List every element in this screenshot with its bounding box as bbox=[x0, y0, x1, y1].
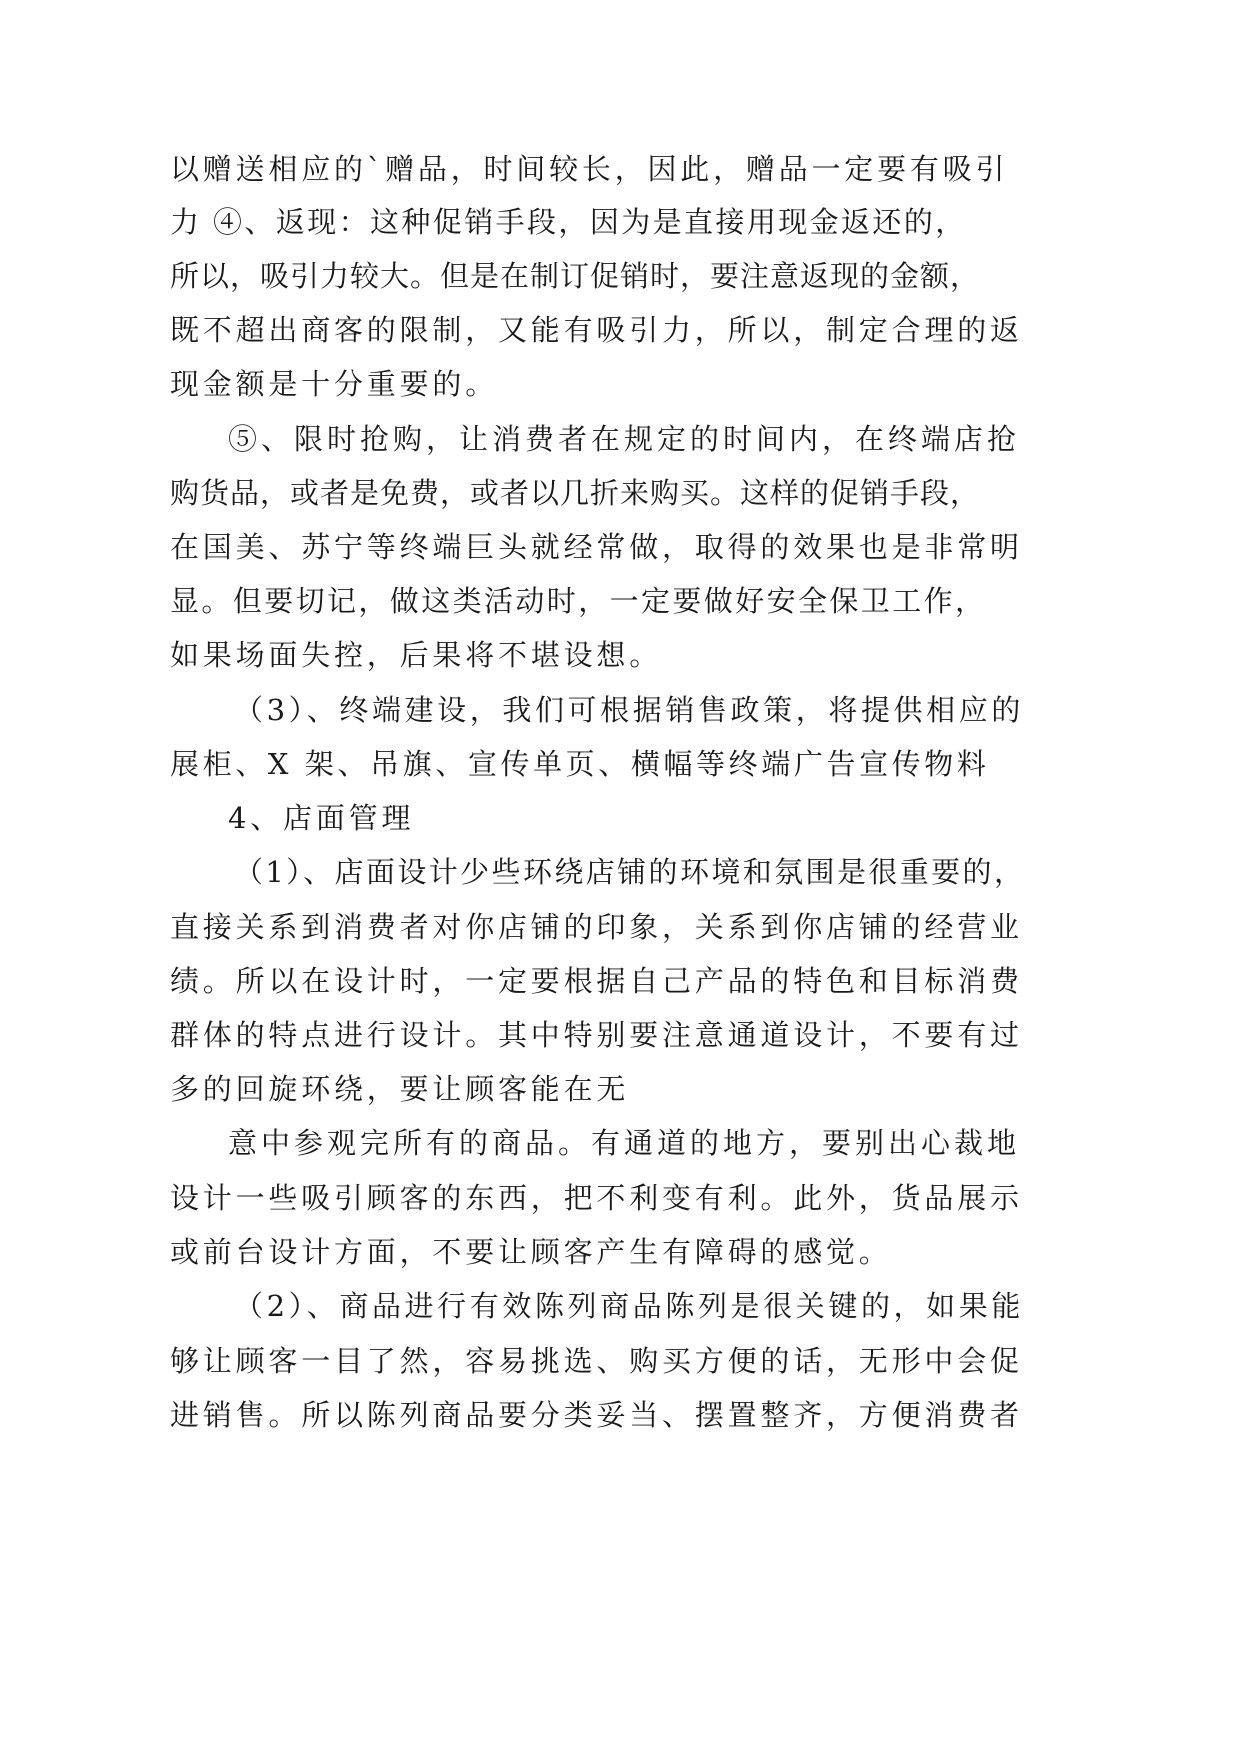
text-line-21: 或前台设计方面，不要让顾客产生有障碍的感觉。 bbox=[170, 1235, 892, 1269]
text-line-6: ⑤、限时抢购，让消费者在规定的时间内，在终端店抢 bbox=[228, 422, 1021, 456]
text-line-20: 设计一些吸引顾客的东西，把不利变有利。此外，货品展示 bbox=[170, 1181, 1023, 1215]
text-line-18: 多的回旋环绕，要让顾客能在无 bbox=[170, 1072, 630, 1106]
text-line-23: 够让顾客一目了然，容易挑选、购买方便的话，无形中会促 bbox=[170, 1344, 1023, 1378]
text-line-12: 展柜、X 架、吊旗、宣传单页、横幅等终端广告宣传物料 bbox=[170, 747, 990, 781]
text-line-5: 现金额是十分重要的。 bbox=[170, 367, 499, 401]
text-line-15: 直接关系到消费者对你店铺的印象，关系到你店铺的经营业 bbox=[170, 910, 1023, 944]
text-line-10: 如果场面失控，后果将不堪设想。 bbox=[170, 638, 663, 672]
text-line-11: （3）、终端建设，我们可根据销售政策，将提供相应的 bbox=[234, 693, 1024, 727]
text-line-7: 购货品，或者是免费，或者以几折来购买。这样的促销手段， bbox=[170, 476, 981, 510]
text-line-3: 所以，吸引力较大。但是在制订促销时，要注意返现的金额， bbox=[170, 259, 981, 293]
text-line-1: 以赠送相应的`赠品，时间较长，因此，赠品一定要有吸引 bbox=[170, 152, 1009, 186]
text-line-8: 在国美、苏宁等终端巨头就经常做，取得的效果也是非常明 bbox=[170, 530, 1023, 564]
text-line-16: 绩。所以在设计时，一定要根据自己产品的特色和目标消费 bbox=[170, 964, 1023, 998]
text-line-4: 既不超出商客的限制，又能有吸引力，所以，制定合理的返 bbox=[170, 313, 1023, 347]
text-line-24: 进销售。所以陈列商品要分类妥当、摆置整齐，方便消费者 bbox=[170, 1398, 1023, 1432]
text-line-14: （1）、店面设计少些环绕店铺的环境和氛围是很重要的， bbox=[234, 855, 1026, 889]
text-line-2: 力 ④、返现：这种促销手段，因为是直接用现金返还的， bbox=[170, 205, 967, 239]
text-line-19: 意中参观完所有的商品。有通道的地方，要别出心裁地 bbox=[228, 1126, 1021, 1160]
text-line-22: （2）、商品进行有效陈列商品陈列是很关键的，如果能 bbox=[234, 1289, 1024, 1323]
text-line-17: 群体的特点进行设计。其中特别要注意通道设计，不要有过 bbox=[170, 1018, 1023, 1052]
text-line-13: 4、店面管理 bbox=[228, 801, 415, 835]
text-line-9: 显。但要切记，做这类活动时，一定要做好安全保卫工作， bbox=[170, 584, 987, 618]
